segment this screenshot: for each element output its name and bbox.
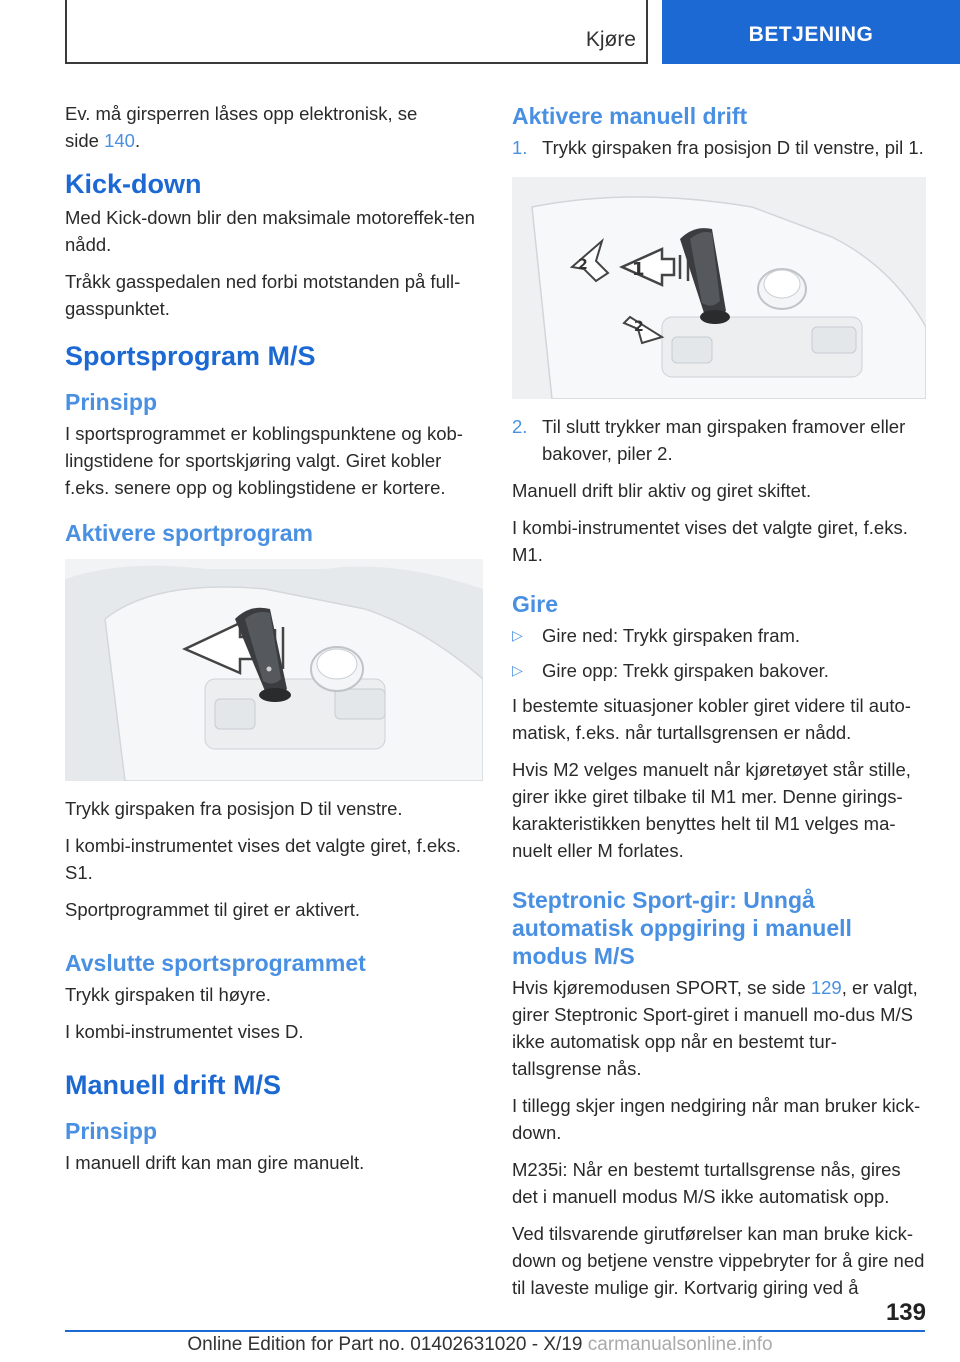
end-sport-paragraph-2: I kombi-instrumentet vises D. — [65, 1021, 304, 1042]
gire-heading: Gire — [512, 591, 559, 617]
triangle-bullet-icon: ▷ — [512, 627, 523, 643]
activate-sport-heading: Aktivere sportprogram — [65, 520, 313, 546]
arrow-label-2a: 2 — [578, 257, 588, 273]
gear-lever-figure-sport — [65, 559, 483, 781]
gire-paragraph-1: I bestemte situasjoner kobler giret videre til auto-matisk, f.eks. når turtallsgrensen er nådd. — [512, 695, 911, 743]
gear-lever-figure-manual — [512, 177, 926, 399]
sport-principle-heading: Prinsipp — [65, 389, 158, 415]
manual-paragraph-1: Manuell drift blir aktiv og giret skiftet. — [512, 480, 812, 501]
page-link-129[interactable]: 129 — [810, 977, 842, 998]
steptronic-paragraph-4: Ved tilsvarende girutførelser kan man bruke kick-down og betjene venstre vippebryter for å gire ned til laveste mulige gir. Kortvarig giring ved å — [512, 1223, 925, 1298]
kickdown-heading: Kick-down — [65, 169, 202, 199]
header-frame — [65, 0, 648, 64]
steps-list-2 — [512, 413, 926, 467]
steptronic-paragraph-1 — [512, 974, 926, 1082]
manual-drive-heading: Manuell drift M/S — [65, 1070, 281, 1100]
activate-manual-heading: Aktivere manuell drift — [512, 103, 748, 129]
steptronic-paragraph-2: I tillegg skjer ingen nedgiring når man bruker kick-down. — [512, 1095, 921, 1143]
gear-lever-illustration — [65, 559, 483, 781]
sport-program-heading: Sportsprogram M/S — [65, 341, 316, 371]
triangle-bullet-icon: ▷ — [512, 662, 523, 678]
kickdown-paragraph-2: Tråkk gasspedalen ned forbi motstanden på full-gasspunktet. — [65, 271, 461, 319]
footer-divider — [65, 1330, 925, 1332]
step-item — [512, 134, 926, 161]
intro-text: Ev. må girsperren låses opp elektronisk, se — [65, 103, 418, 124]
step-item — [512, 413, 926, 467]
activate-sport-paragraph-1: Trykk girspaken fra posisjon D til venstre. — [65, 798, 403, 819]
steptronic-heading: Steptronic Sport-gir: Unngå automatisk oppgiring i manuell modus M/S — [512, 887, 852, 969]
footer-edition — [0, 1334, 960, 1356]
header-section-title: Kjøre — [585, 28, 636, 51]
steptronic-text-prefix: Hvis kjøremodusen SPORT, se side — [512, 977, 811, 998]
step-text: Trykk girspaken fra posisjon D til venstre, pil 1. — [542, 137, 924, 158]
end-sport-paragraph-1: Trykk girspaken til høyre. — [65, 984, 271, 1005]
edition-text: Online Edition for Part no. 01402631020 - X/19 — [187, 1334, 583, 1355]
gire-paragraph-2: Hvis M2 velges manuelt når kjøretøyet står stille, girer ikke giret tilbake til M1 mer. Denne girings-karakteristikken benyttes helt til M1 velges ma-nuelt eller M forlates. — [512, 759, 911, 861]
steps-list-1 — [512, 134, 926, 161]
gear-lever-manual-illustration — [512, 177, 926, 399]
activate-sport-paragraph-2: I kombi-instrumentet vises det valgte giret, f.eks. S1. — [65, 835, 461, 883]
manual-principle-heading: Prinsipp — [65, 1118, 158, 1144]
header-chapter-tab[interactable]: BETJENING — [662, 0, 960, 64]
page-number: 139 — [885, 1299, 926, 1326]
manual-principle-paragraph: I manuell drift kan man gire manuelt. — [65, 1152, 365, 1173]
end-sport-heading: Avslutte sportsprogrammet — [65, 950, 366, 976]
manual-paragraph-2: I kombi-instrumentet vises det valgte giret, f.eks. M1. — [512, 517, 908, 565]
page-link-140[interactable]: 140 — [104, 130, 135, 151]
watermark-text: carmanualsonline.info — [587, 1334, 773, 1355]
right-column — [512, 100, 926, 1311]
steptronic-paragraph-3: M235i: Når en bestemt turtallsgrense nås, gires det i manuell modus M/S ikke automatisk opp. — [512, 1159, 901, 1207]
step-text: Til slutt trykker man girspaken framover eller bakover, piler 2. — [542, 416, 906, 464]
bullet-item — [512, 622, 926, 649]
bullet-text: Gire opp: Trekk girspaken bakover. — [542, 660, 829, 681]
activate-sport-paragraph-3: Sportprogrammet til giret er aktivert. — [65, 899, 361, 920]
steptronic-text-suffix: , er valgt, girer Steptronic Sport-giret i manuell mo-dus M/S ikke automatisk opp når en bestemt tur-tallsgrense nås. — [512, 977, 918, 1079]
sport-principle-paragraph: I sportsprogrammet er koblingspunktene og kob-lingstidene for sportskjøring valgt. Giret kobler f.eks. senere opp og koblingstidene er kortere. — [65, 423, 463, 498]
bullet-text: Gire ned: Trykk girspaken fram. — [542, 625, 801, 646]
step-number: 2. — [512, 416, 528, 437]
intro-text-suffix: . — [134, 130, 141, 151]
bullet-item — [512, 657, 926, 684]
left-column — [65, 100, 483, 1186]
arrow-label-2b: 2 — [634, 319, 644, 335]
kickdown-paragraph-1: Med Kick-down blir den maksimale motoreffek-ten nådd. — [65, 207, 475, 255]
intro-paragraph — [65, 100, 483, 154]
arrow-label-1: 1 — [632, 259, 645, 280]
intro-text-prefix: side — [65, 130, 105, 151]
step-number: 1. — [512, 137, 528, 158]
